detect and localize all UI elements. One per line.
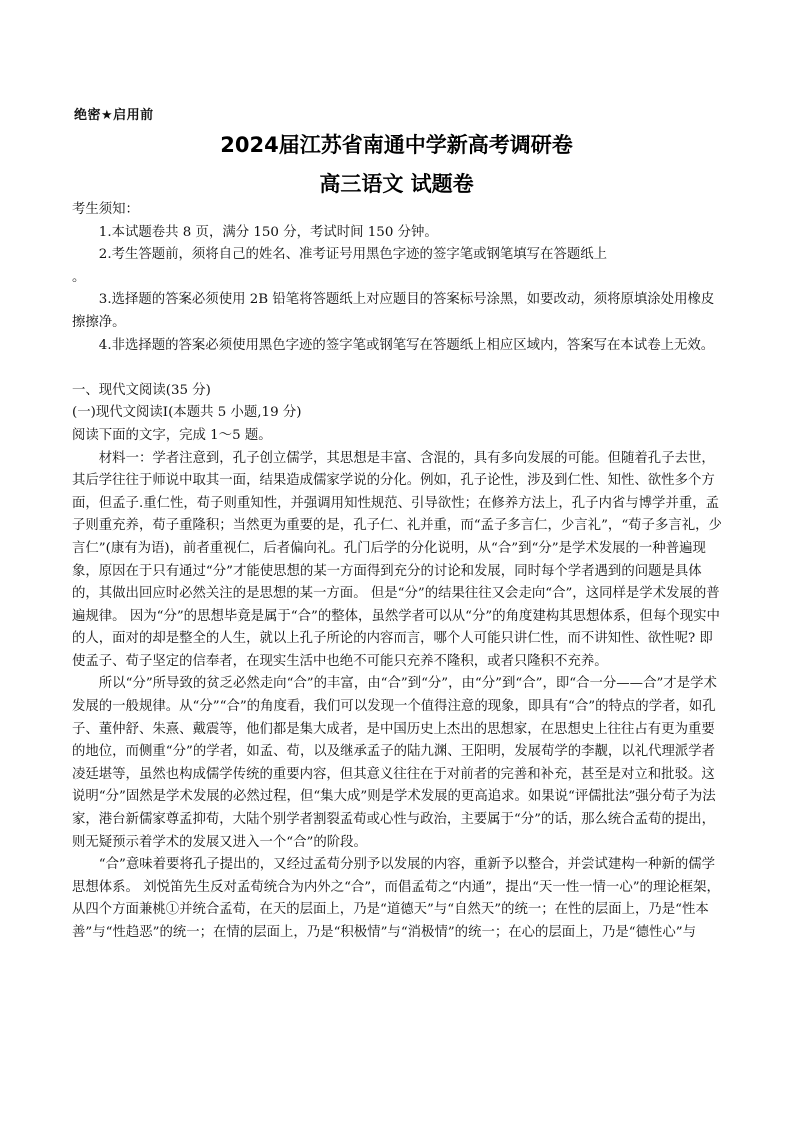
- notice-item-1: 1.本试题卷共 8 页，满分 150 分，考试时间 150 分钟。: [98, 224, 438, 240]
- notice-item-2-tail: 。: [72, 269, 86, 285]
- notice-item-3: 3.选择题的答案必须使用 2B 铅笔将答题纸上对应题目的答案标号涂黑，如要改动，须将原填涂处用橡皮擦擦净。: [72, 292, 715, 330]
- passage-paragraph-2: 所以“分”所导致的贫乏必然走向“合”的丰富，由“合”到“分”，由“分”到“合”，即“合一分——合”才是学术发展的一般规律。从“分”“合”的角度看，我们可以发现一个值得注意的现象，即具有“合”的特点的学者，如孔子、董仲舒、朱熹、戴震等，他们都是集大成者，是中国历史上杰出的思想家，在思想史上往往占有更为重要的地位，而侧重“分”的学者，如孟、荀，以及继承孟子的陆九渊、王阳明，发展荀学的李觏，以礼代理派学者凌廷堪等，虽然也构成儒学传统的重要内容，但其意义往往在于对前者的完善和补充，甚至是对立和批驳。这说明“分”固然是学术发展的必然过程，但“集大成”则是学术发展的更高追求。如果说“评儒批法”强分荀子为法家，港台新儒家尊孟抑荀，大陆个别学者割裂孟荀或心性与政治，主要属于“分”的话，那么统合孟荀的提出，则无疑预示着学术的发展又进入一个“合”的阶段。: [72, 676, 717, 850]
- passage-paragraph-1: 材料一：学者注意到，孔子创立儒学，其思想是丰富、含混的，具有多向发展的可能。但随着孔子去世，其后学往往于师说中取其一面，结果造成儒家学说的分化。例如，孔子论性，涉及到仁性、知性、欲性多个方面，但孟子.重仁性，荀子则重知性，并强调用知性规范、引导欲性；在修养方法上，孔子内省与博学并重，孟子则重充养，荀子重隆积；当然更为重要的是，孔子仁、礼并重，而“孟子多言仁，少言礼”，“荀子多言礼，少言仁”(康有为语)，前者重视仁，后者偏向礼。孔门后学的分化说明，从“合”到“分”是学术发展的一种普遍现象，原因在于只有通过“分”才能使思想的某一方面得到充分的讨论和发展，同时每个学者遇到的问题是具体的，其做出回应时必然关注的是思想的某一方面。 但是“分”的结果往往又会走向“合”，这同样是学术发展的普遍规律。 因为“分”的思想毕竟是属于“合”的整体，虽然学者可以从“分”的角度建构其思想体系，但每个现实中的人，面对的却是整全的人生，就以上孔子所论的内容而言，哪个人可能只讲仁性，而不讲知性、欲性呢? 即使孟子、荀子坚定的信奉者，在现实生活中也绝不可能只充养不隆积，或者只隆积不充养。: [72, 450, 722, 669]
- section-title: 一、现代文阅读(35 分): [72, 382, 211, 398]
- exam-subtitle: 高三语文 试题卷: [319, 172, 474, 196]
- section-instruction: 阅读下面的文字，完成 1～5 题。: [72, 427, 272, 443]
- passage-paragraph-3: “合”意味着要将孔子提出的，又经过孟荀分别予以发展的内容，重新予以整合，并尝试建构一种新的儒学思想体系。 刘悦笛先生反对孟荀统合为内外之“合”，而倡孟荀之“内通”，提出“天一性一情一心”的理论框架，从四个方面兼桃①并统合孟荀，在天的层面上，乃是“道德天”与“自然天”的统一；在性的层面上，乃是“性本善”与“性趋恶”的统一；在情的层面上，乃是“积极情”与“消极情”的统一；在心的层面上，乃是“德性心”与: [72, 857, 720, 940]
- exam-title: 2024届江苏省南通中学新高考调研卷: [220, 133, 573, 157]
- notice-item-2: 2.考生答题前，须将自己的姓名、准考证号用黑色字迹的签字笔或钢笔填写在答题纸上: [98, 247, 608, 263]
- notice-item-4: 4.非选择题的答案必须使用黑色字迹的签字笔或钢笔写在答题纸上相应区域内，答案写在本试卷上无效。: [98, 337, 715, 353]
- exam-body: [72, 199, 722, 945]
- section-subtitle: (一)现代文阅读Ⅰ(本题共 5 小题,19 分): [72, 405, 302, 421]
- spacer: [72, 357, 722, 380]
- notice-heading: 考生须知：: [72, 202, 139, 217]
- confidential-label: 绝密★启用前: [74, 108, 154, 123]
